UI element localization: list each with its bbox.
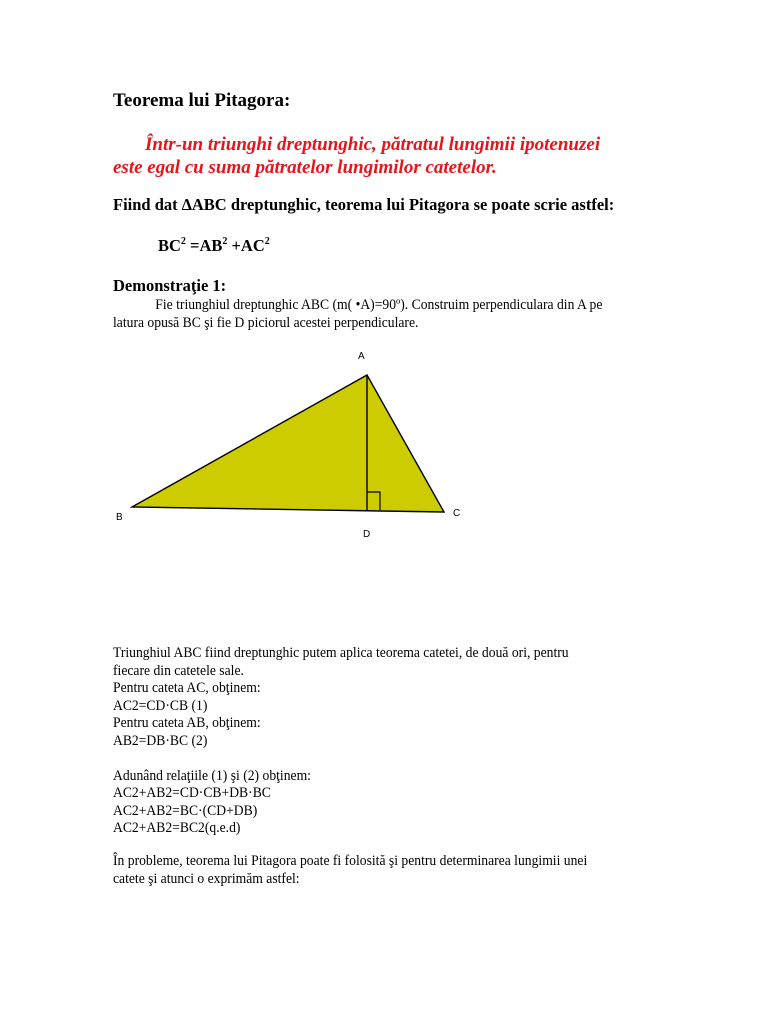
demonstration-heading: Demonstraţie 1: [113,276,227,295]
conclusion-paragraph [113,852,587,888]
formula-bc: BC [158,236,181,255]
proof-line [113,750,569,768]
triangle-abc [132,375,444,512]
theorem-statement [113,133,600,179]
formula-ab: =AB [185,236,223,255]
formula-exp-1: 2 [180,236,186,247]
proof-line: Triunghiul ABC fiind dreptunghic putem aplica teorema catetei, de două ori, pentru [113,645,569,661]
formula-exp-3: 2 [264,236,270,247]
formula-ac: +AC [227,236,265,255]
label-a: A [358,351,365,362]
proof-line: Pentru cateta AB, obţinem: [113,715,261,731]
conclusion-line-1: În probleme, teorema lui Pitagora poate fi folosită şi pentru determinarea lungimii unei [113,853,588,869]
proof-line: AC2+AB2=CD·CB+DB·BC [113,785,271,801]
label-d: D [363,529,371,540]
conclusion-line-2: catete şi atunci o exprimăm astfel: [113,871,300,887]
label-b: B [116,512,123,523]
theorem-line-1: Într-un triunghi dreptunghic, pătratul lungimii ipotenuzei [145,134,601,155]
intro-paragraph [113,296,602,332]
formula-exp-2: 2 [222,236,228,247]
proof-line: Adunând relaţiile (1) şi (2) obţinem: [113,767,311,784]
intro-line-1: Fie triunghiul dreptunghic ABC (m( •A)=90º). Construim perpendiculara din A pe [155,297,603,313]
theorem-line-2: este egal cu suma pătratelor lungimilor catetelor. [113,157,497,178]
proof-text [113,645,569,838]
proof-line: AC2+AB2=BC2(q.e.d) [113,820,241,836]
proof-line: fiecare din catetele sale. [113,662,244,679]
proof-line: AC2=CD·CB (1) [113,697,208,714]
label-c: C [453,508,461,519]
intro-line-2: latura opusă BC şi fie D piciorul acestei perpendiculare. [113,315,419,331]
triangle-figure [0,340,768,550]
proof-line: Pentru cateta AC, obţinem: [113,680,261,696]
pythagoras-formula [158,236,270,256]
given-statement: Fiind dat ∆ABC dreptunghic, teorema lui Pitagora se poate scrie astfel: [113,195,615,214]
proof-line: AB2=DB·BC (2) [113,732,208,749]
proof-line: AC2+AB2=BC·(CD+DB) [113,802,258,819]
page-title: Teorema lui Pitagora: [113,90,291,111]
